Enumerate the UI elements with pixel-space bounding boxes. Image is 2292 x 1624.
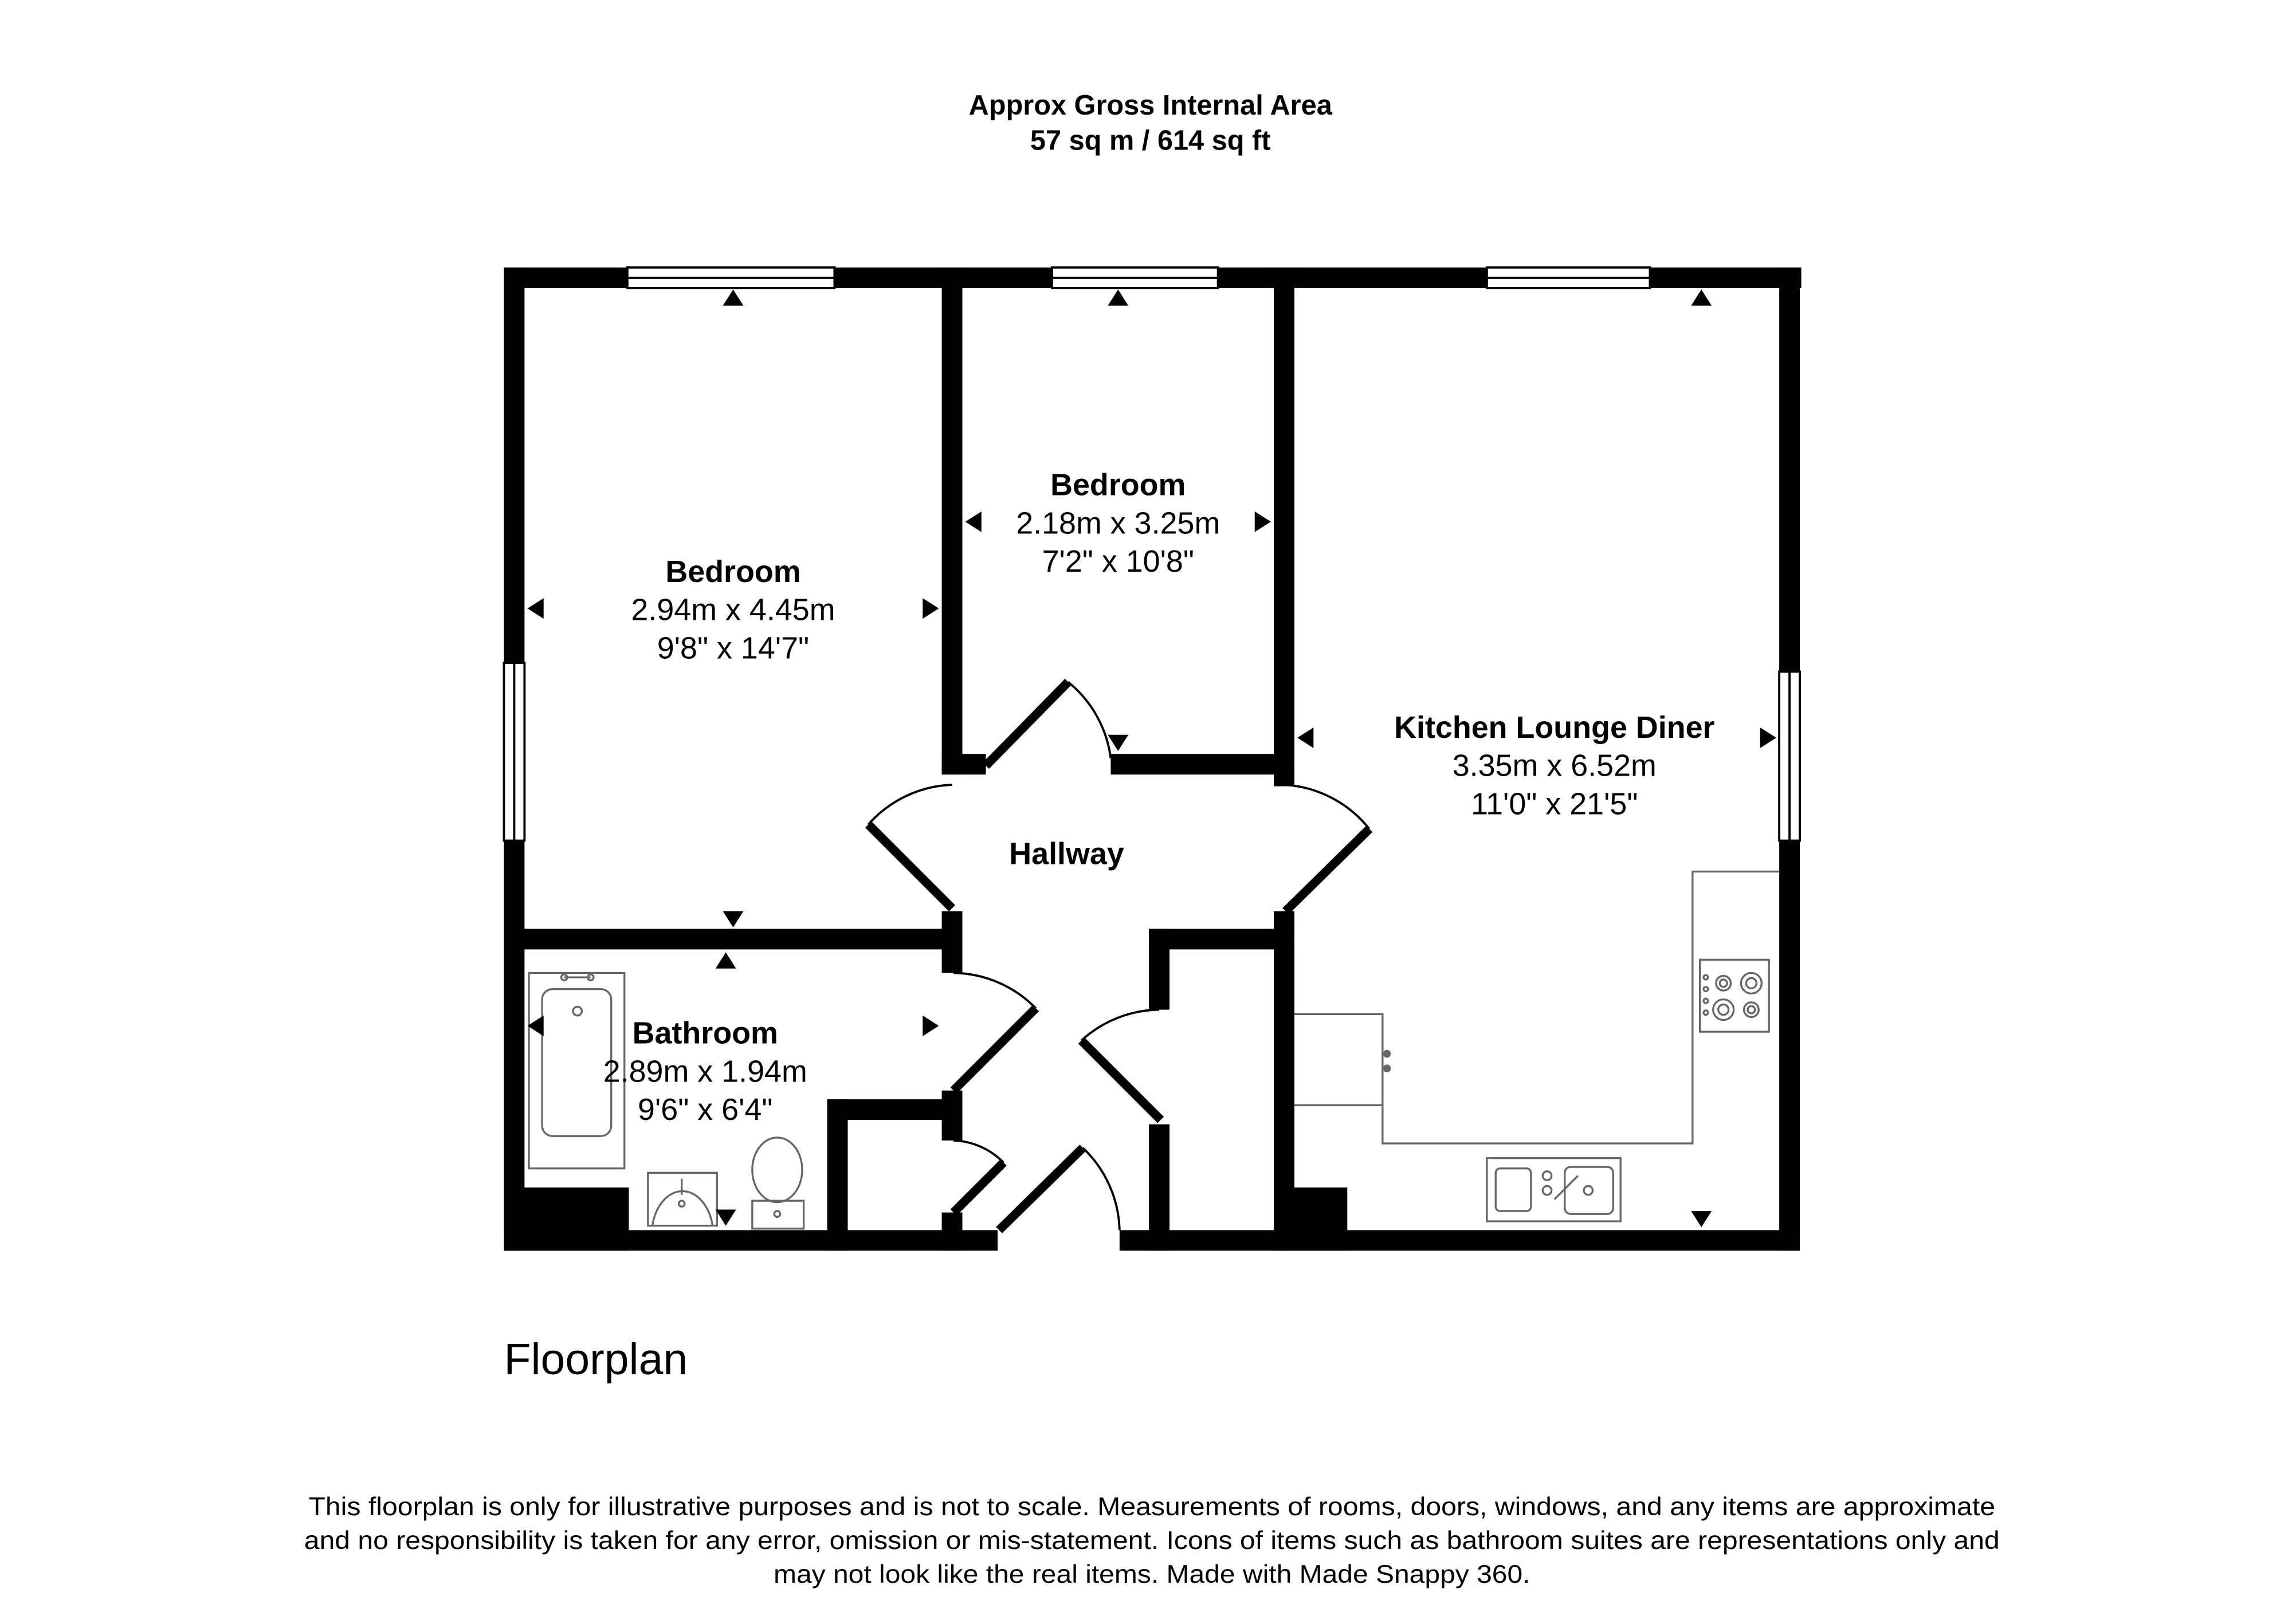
door-cupboard [953,1141,1003,1213]
basin-icon [648,1173,717,1225]
floor-label: Floorplan [504,1334,688,1384]
arrow-bed2-left [966,512,982,532]
arrow-kitchen-right [1760,728,1776,748]
wall-hall-left-upper [942,911,963,973]
arrow-bed2-right [1255,512,1271,532]
interior-walls [504,268,1347,1251]
hob-icon [1700,960,1769,1032]
bedroom1-imperial: 9'8" x 14'7" [657,631,810,666]
bedroom1-name: Bedroom [665,554,801,589]
counter-outline [1294,871,1779,1143]
disclaimer-line1: This floorplan is only for illustrative purposes and is not to scale. Measurements of rooms, doors, windows, and any items are approximate [308,1492,1996,1521]
disclaimer-line2: and no responsibility is taken for any error, omission or mis-statement. Icons of items such as bathroom suites are representations only and [304,1525,2000,1555]
area-title: Approx Gross Internal Area [968,90,1332,121]
door-bedroom2 [986,682,1111,765]
arrow-bed1-bottom [723,911,744,927]
kitchen-imperial: 11'0" x 21'5" [1471,787,1638,821]
arrow-bath-top [716,953,736,969]
arrow-kitchen-bottom [1691,1211,1712,1227]
arrow-bed2-bottom [1108,735,1128,751]
window-kitchen-top [1487,268,1650,288]
area-value: 57 sq m / 614 sq ft [1030,125,1271,156]
kitchen-name: Kitchen Lounge Diner [1394,710,1715,745]
wall-utility-top [1149,929,1294,949]
wall-bath-cupboard [827,1099,848,1251]
wall-cupboard-top [827,1099,963,1120]
wall-bed1-bathroom [504,929,962,949]
wall-bed1-bed2 [942,268,963,774]
bedroom1-metric: 2.94m x 4.45m [631,592,835,627]
wall-cupboard-bottom [942,1213,963,1251]
wall-utility-left-upper [1149,929,1169,1009]
window-bed1-top [627,268,835,288]
disclaimer-line3: may not look like the real items. Made with Made Snappy 360. [773,1559,1530,1589]
bath-corner-block [504,1187,629,1251]
door-bathroom [953,973,1036,1090]
disclaimer [304,1492,2000,1588]
wall-bed2-kitchen [1274,268,1294,787]
header [969,90,1333,156]
bedroom2-imperial: 7'2" x 10'8" [1042,544,1194,579]
bathroom-imperial: 9'6" x 6'4" [638,1092,773,1127]
window-bed2-top [1052,268,1218,288]
sink-icon [1487,1158,1620,1221]
bathroom-name: Bathroom [632,1016,778,1051]
window-bed1-left [504,663,524,840]
bedroom2-metric: 2.18m x 3.25m [1016,506,1220,541]
bathroom-metric: 2.89m x 1.94m [603,1054,807,1089]
arrow-bed2-top [1108,289,1128,305]
kitchen-corner-block [1274,1187,1347,1251]
arrow-bed1-right [923,598,939,619]
wall-bed2-bottom-right [1110,754,1294,774]
door-bedroom1 [868,785,952,909]
window-kitchen-right [1779,671,1800,840]
room-labels [603,468,1715,1127]
door-entrance [999,1148,1120,1230]
arrow-bath-bottom [716,1209,736,1225]
arrow-kitchen-top [1691,289,1712,305]
kitchen-metric: 3.35m x 6.52m [1452,748,1657,783]
arrow-bath-right [923,1016,939,1036]
kitchen-fixtures [1294,871,1779,1221]
arrow-bed1-left [528,598,544,619]
arrow-bed1-top [723,289,744,305]
toilet-icon [752,1138,804,1229]
bottom-wall-right [1120,1230,1800,1251]
wall-bed2-bottom-left [942,754,986,774]
arrow-kitchen-left [1297,728,1313,748]
door-kitchen [1286,785,1369,911]
door-utility [1081,1010,1160,1120]
hallway-name: Hallway [1009,836,1124,871]
wall-utility-left-lower [1149,1124,1169,1251]
bedroom2-name: Bedroom [1050,467,1186,502]
